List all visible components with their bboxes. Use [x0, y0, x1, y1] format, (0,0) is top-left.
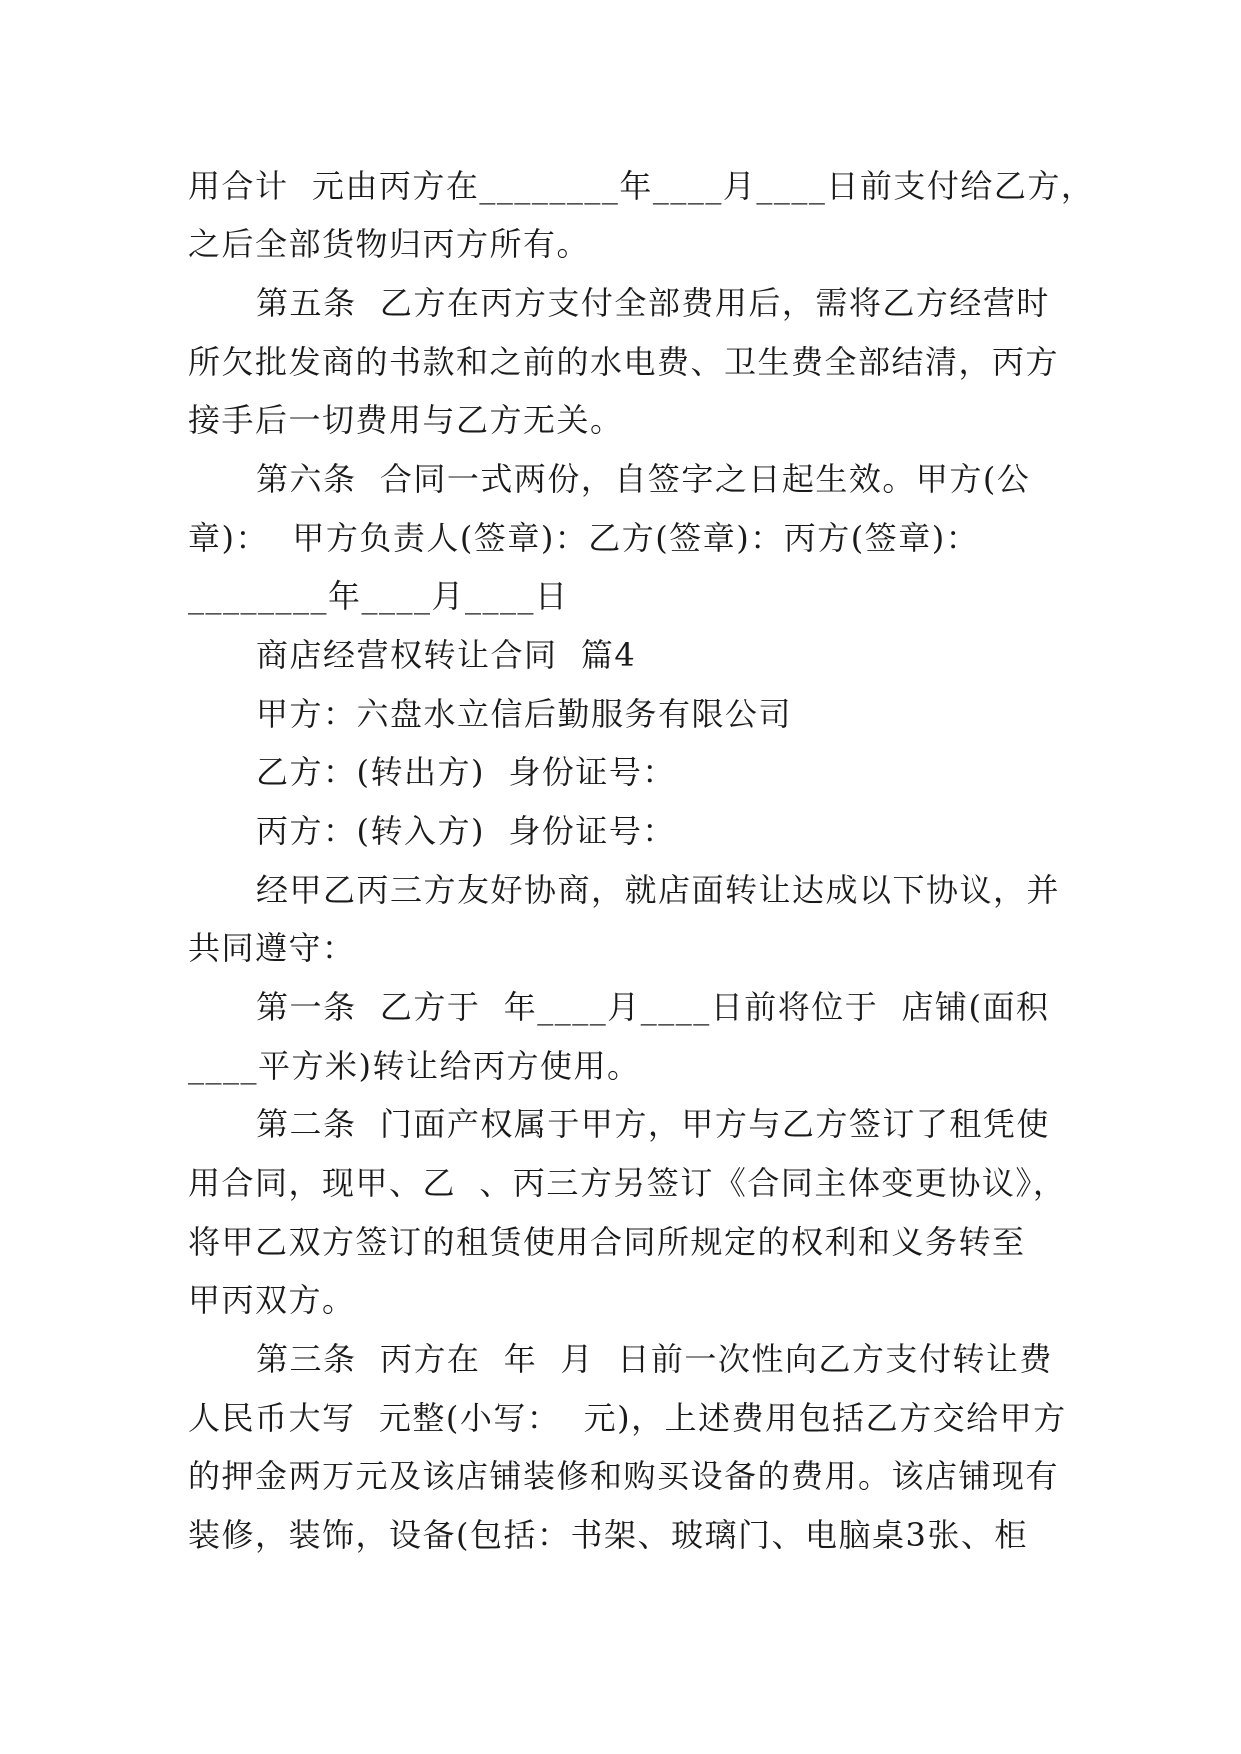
text-line: 人民币大写 元整(小写： 元)，上述费用包括乙方交给甲方 [188, 1399, 1067, 1437]
text-line: 章)： 甲方负责人(签章)：乙方(签章)：丙方(签章)： [188, 519, 980, 557]
text-line: 乙方：(转出方) 身份证号： [256, 753, 676, 791]
text-line: 之后全部货物归丙方所有。 [188, 225, 591, 263]
text-line: ____平方米)转让给丙方使用。 [188, 1047, 641, 1085]
text-line: 第六条 合同一式两份，自签字之日起生效。甲方(公 [256, 460, 1031, 498]
text-line: 用合同，现甲、乙 、丙三方另签订《合同主体变更协议》， [188, 1164, 1067, 1202]
text-line: 甲丙双方。 [188, 1281, 356, 1319]
text-line: 将甲乙双方签订的租赁使用合同所规定的权利和义务转至 [188, 1223, 1026, 1261]
text-line: 共同遵守： [188, 929, 356, 967]
text-line: 所欠批发商的书款和之前的水电费、卫生费全部结清，丙方 [188, 343, 1060, 381]
section-heading: 商店经营权转让合同 篇4 [256, 636, 637, 674]
text-line: 接手后一切费用与乙方无关。 [188, 401, 624, 439]
text-line: 装修，装饰，设备(包括：书架、玻璃门、电脑桌3张、柜 [188, 1516, 1028, 1554]
text-line: 第三条 丙方在 年 月 日前一次性向乙方支付转让费 [256, 1340, 1053, 1378]
text-line: 经甲乙丙三方友好协商，就店面转让达成以下协议，并 [256, 871, 1061, 909]
text-line: 第二条 门面产权属于甲方，甲方与乙方签订了租凭使 [256, 1105, 1050, 1143]
text-line: 第一条 乙方于 年____月____日前将位于 店铺(面积 [256, 988, 1050, 1026]
text-line: 第五条 乙方在丙方支付全部费用后，需将乙方经营时 [256, 284, 1050, 322]
text-line: 甲方：六盘水立信后勤服务有限公司 [256, 695, 793, 733]
text-line: 的押金两万元及该店铺装修和购买设备的费用。该店铺现有 [188, 1457, 1060, 1495]
text-line: ________年____月____日 [188, 577, 569, 615]
text-line: 用合计 元由丙方在________年____月____日前支付给乙方， [188, 167, 1095, 205]
text-line: 丙方：(转入方) 身份证号： [256, 812, 676, 850]
